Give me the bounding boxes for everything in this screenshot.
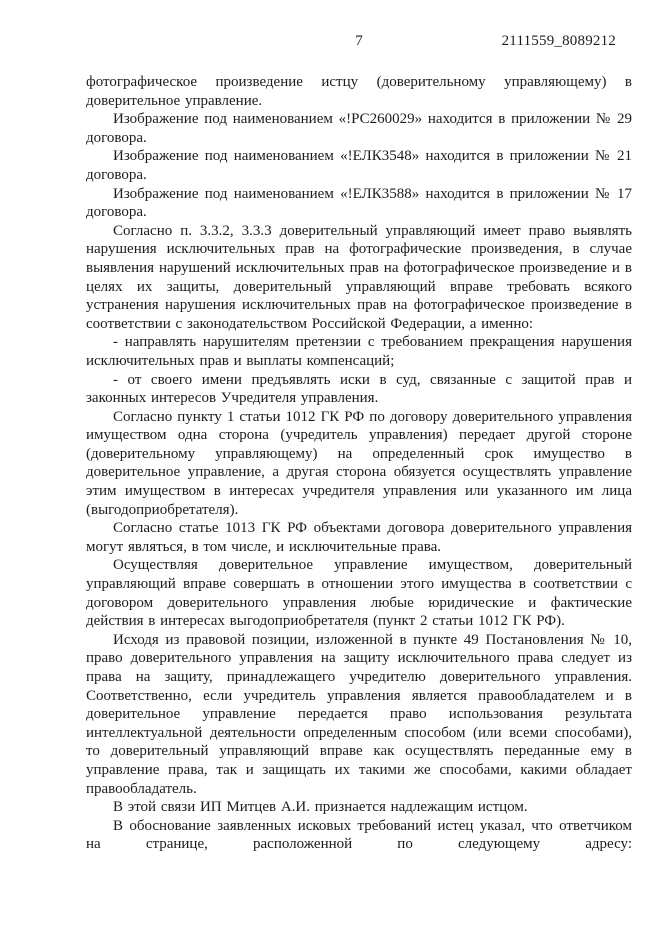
paragraph: В обоснование заявленных исковых требований истец указал, что ответчиком на странице, расположенной по следующему адресу: [86,817,632,853]
paragraph: Изображение под наименованием «!ЕЛК3548» находится в приложении № 21 договора. [86,148,632,183]
paragraph: Осуществляя доверительное управление имуществом, доверительный управляющий вправе совершать в отношении этого имущества в соответствии с договором доверительного управления любые юридические и фактические действия в интересах выгодоприобретателя (пункт 2 статьи 1012 ГК РФ). [86,557,632,630]
page-header [86,32,632,51]
document-body [86,73,632,854]
paragraph: Согласно п. 3.3.2, 3.3.3 доверительный управляющий имеет право выявлять нарушения исключительных прав на фотографические произведения, в случае выявления нарушений исключительных прав на фотографическое произведение и в целях их защиты, доверительный управляющий вправе требовать всякого устранения нарушения исключительных прав на фотографическое произведение в соответствии с законодательством Российской Федерации, а именно: [86,222,632,332]
paragraph: Изображение под наименованием «!ЕЛК3588» находится в приложении № 17 договора. [86,185,632,221]
paragraph: - от своего имени предъявлять иски в суд, связанные с защитой прав и законных интересов Учредителя управления. [86,371,632,407]
paragraph: - направлять нарушителям претензии с требованием прекращения нарушения исключительных прав и выплаты компенсаций; [86,334,632,369]
document-id: 2111559_8089212 [501,33,616,49]
paragraph: Исходя из правовой позиции, изложенной в пункте 49 Постановления № 10, право доверительного управления на защиту исключительного права следует из права на защиту, принадлежащего учредителю доверительного управления. Соответственно, если учредитель управления является правообладателем и в доверительное управление передается право использования результата интеллектуальной деятельности определенным способом (или всеми способами), то доверительный управляющий вправе как осуществлять переданные ему в управление права, так и защищать их такими же способами, какими обладает правообладатель. [86,631,632,797]
page-number: 7 [355,33,363,49]
paragraph: Изображение под наименованием «!РС260029» находится в приложении № 29 договора. [86,111,632,146]
paragraph: Согласно статье 1013 ГК РФ объектами договора доверительного управления могут являться, в том числе, и исключительные права. [86,520,632,555]
paragraph: В этой связи ИП Митцев А.И. признается надлежащим истцом. [113,799,528,816]
paragraph: Согласно пункту 1 статьи 1012 ГК РФ по договору доверительного управления имуществом одна сторона (учредитель управления) передает другой стороне (доверительному управляющему) на определенный срок имущество в доверительное управление, а другая сторона обязуется осуществлять управление этим имуществом в интересах учредителя управления или указанного им лица (выгодоприобретателя). [86,408,632,518]
paragraph: фотографическое произведение истцу (доверительному управляющему) в доверительное управление. [86,74,632,109]
